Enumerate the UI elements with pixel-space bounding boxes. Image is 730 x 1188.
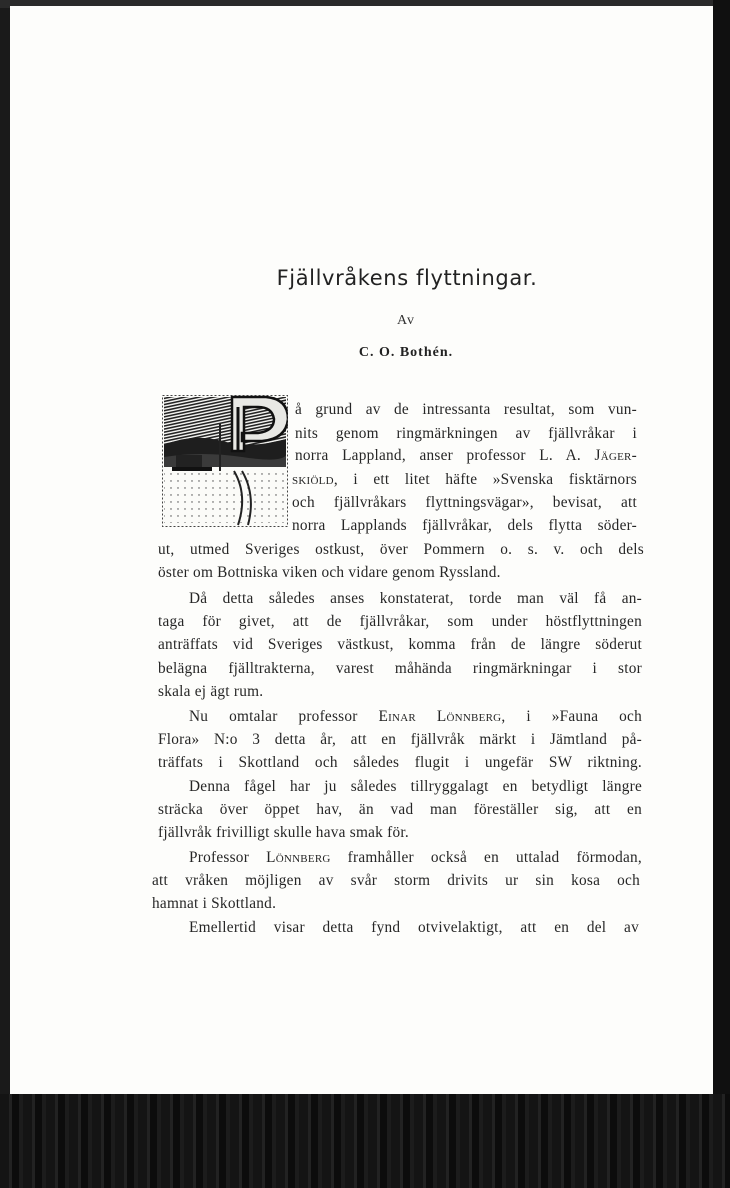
text-line	[158, 682, 263, 702]
text-line	[158, 563, 501, 583]
text-line	[295, 424, 637, 444]
text-run: ut, utmed Sveriges ostkust, över Pommern o. s. v. och dels	[158, 541, 644, 558]
text-line	[292, 516, 637, 536]
author-name: C. O. Bothén.	[358, 345, 454, 360]
text-run: skala ej ägt rum.	[158, 683, 264, 700]
decorated-initial-p	[162, 395, 288, 527]
text-run: Professor	[189, 849, 267, 866]
small-caps-run: Lönnberg	[266, 849, 331, 866]
text-line	[189, 848, 642, 868]
text-run: öster om Bottniska viken och vidare genom Ryssland.	[158, 564, 501, 581]
text-run: sträcka över öppet hav, än vad man föreställer sig, att en	[158, 801, 642, 818]
text-run: norra Lappland, anser professor L. A.	[295, 447, 595, 464]
small-caps-run: Einar Lönnberg	[378, 708, 502, 725]
text-run: Denna fågel har ju således tillryggalagt en betydligt längre	[189, 778, 642, 795]
text-line	[152, 871, 640, 891]
text-line	[158, 659, 642, 679]
text-line	[158, 753, 642, 773]
small-caps-run: skiöld	[292, 471, 334, 488]
text-line	[158, 540, 644, 560]
text-run: belägna fjälltrakterna, varest måhända ringmärkningar i stor	[158, 660, 642, 677]
text-line	[189, 918, 639, 938]
text-line	[295, 446, 637, 466]
text-run: nits genom ringmärkningen av fjällvråkar i	[295, 425, 637, 442]
text-run: , i »Fauna och	[501, 708, 642, 725]
text-run: träffats i Skottland och således flugit i ungefär SW riktning.	[158, 754, 642, 771]
small-caps-run: Jäger-	[594, 447, 637, 464]
text-line	[292, 493, 637, 513]
text-line	[158, 612, 642, 632]
text-run: hamnat i Skottland.	[152, 895, 277, 912]
text-line	[158, 823, 409, 843]
text-run: Nu omtalar professor	[189, 708, 379, 725]
text-run: norra Lapplands fjällvråkar, dels flytta söder-	[292, 517, 637, 534]
text-line	[158, 800, 642, 820]
text-line	[158, 730, 642, 750]
scan-border-bottom	[0, 1094, 730, 1188]
text-run: taga för givet, att de fjällvråkar, som under höstflyttningen	[158, 613, 642, 630]
scan-border-right	[713, 0, 730, 1188]
text-run: , i ett litet häfte »Svenska fisktärnors	[333, 471, 637, 488]
text-line	[152, 894, 276, 914]
text-run: fjällvråk frivilligt skulle hava smak för.	[158, 824, 409, 841]
text-run: Då detta således anses konstaterat, torde man väl få an-	[189, 590, 642, 607]
byline-prefix: Av	[396, 313, 416, 328]
article-title: Fjällvråkens flyttningar.	[276, 266, 538, 290]
text-line	[295, 400, 637, 420]
text-line	[189, 589, 642, 609]
text-line	[189, 707, 642, 727]
text-line	[189, 777, 642, 797]
text-run: Emellertid visar detta fynd otvivelaktigt, att en del av	[189, 919, 639, 936]
text-run: och fjällvråkars flyttningsvägar», bevisat, att	[292, 494, 637, 511]
text-line	[158, 635, 642, 655]
text-run: Flora» N:o 3 detta år, att en fjällvråk märkt i Jämtland på-	[158, 731, 642, 748]
text-run: att vråken möjligen av svår storm drivits ur sin kosa och	[152, 872, 640, 889]
text-run: framhåller också en uttalad förmodan,	[330, 849, 642, 866]
text-run: å grund av de intressanta resultat, som vun-	[295, 401, 637, 418]
text-line	[292, 470, 637, 490]
text-run: anträffats vid Sveriges västkust, komma från de längre söderut	[158, 636, 642, 653]
